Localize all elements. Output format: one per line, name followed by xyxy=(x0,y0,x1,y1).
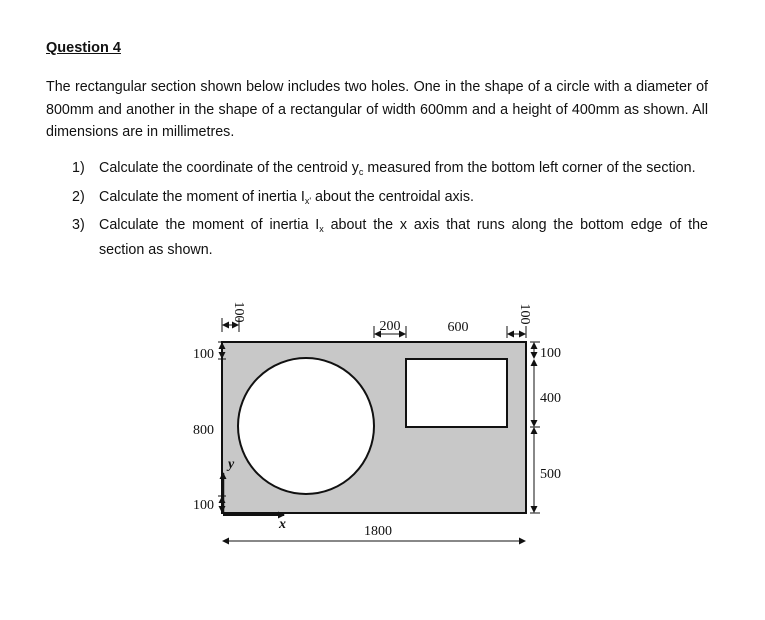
question-text xyxy=(99,187,708,212)
dim-top-right-100 xyxy=(507,304,532,339)
dim-label: 500 xyxy=(540,467,561,482)
question-text xyxy=(99,158,708,183)
subscript: c xyxy=(358,167,364,177)
y-axis-label: y xyxy=(228,457,235,472)
dim-label: 400 xyxy=(540,391,561,406)
question-heading: Question 4 xyxy=(46,40,121,56)
dim-label: 100 xyxy=(193,498,214,513)
section-figure xyxy=(176,290,586,560)
question-text-part: measured from the bottom left corner of the section. xyxy=(363,160,696,176)
dim-label: 100 xyxy=(231,301,246,323)
question-number: 2) xyxy=(72,188,85,205)
question-number: 3) xyxy=(72,217,85,233)
question-item-3 xyxy=(72,215,708,260)
question-text xyxy=(99,215,708,260)
section-diagram xyxy=(176,290,586,560)
dim-label: 100 xyxy=(517,303,532,325)
subscript: x xyxy=(319,224,324,234)
dim-label: 100 xyxy=(193,347,214,362)
x-axis-label: x xyxy=(279,517,286,532)
dim-label: 800 xyxy=(193,423,214,438)
dim-right xyxy=(530,342,561,513)
question-number: 1) xyxy=(72,160,85,176)
dim-label: 100 xyxy=(540,346,561,361)
question-text-part: Calculate the moment of inertia I xyxy=(99,217,320,233)
dim-label: 200 xyxy=(379,319,401,334)
question-text-part: Calculate the coordinate of the centroid y xyxy=(99,160,359,176)
question-intro: The rectangular section shown below includes two holes. One in the shape of a circle with a diameter of 800mm and another in the shape of a rectangular of width 600mm and a height of 400mm as shown. All dimensions are in millimetres. xyxy=(46,79,708,140)
rectangular-hole xyxy=(406,359,507,427)
circular-hole xyxy=(238,358,374,494)
dim-top-200 xyxy=(374,319,406,338)
question-list xyxy=(72,158,708,264)
question-text-part: Calculate the moment of inertia I xyxy=(99,188,305,205)
dim-label: 1800 xyxy=(364,524,392,539)
dim-label-600: 600 xyxy=(447,320,469,335)
question-item-2 xyxy=(72,187,708,212)
dim-bottom-1800 xyxy=(223,524,525,541)
question-text-part: about the x axis that runs along the bottom edge of the section as shown. xyxy=(99,217,708,258)
question-item-1 xyxy=(72,158,708,183)
dim-top-left-100 xyxy=(222,302,246,333)
subscript: x' xyxy=(304,195,312,206)
question-text-part: about the centroidal axis. xyxy=(311,188,474,205)
